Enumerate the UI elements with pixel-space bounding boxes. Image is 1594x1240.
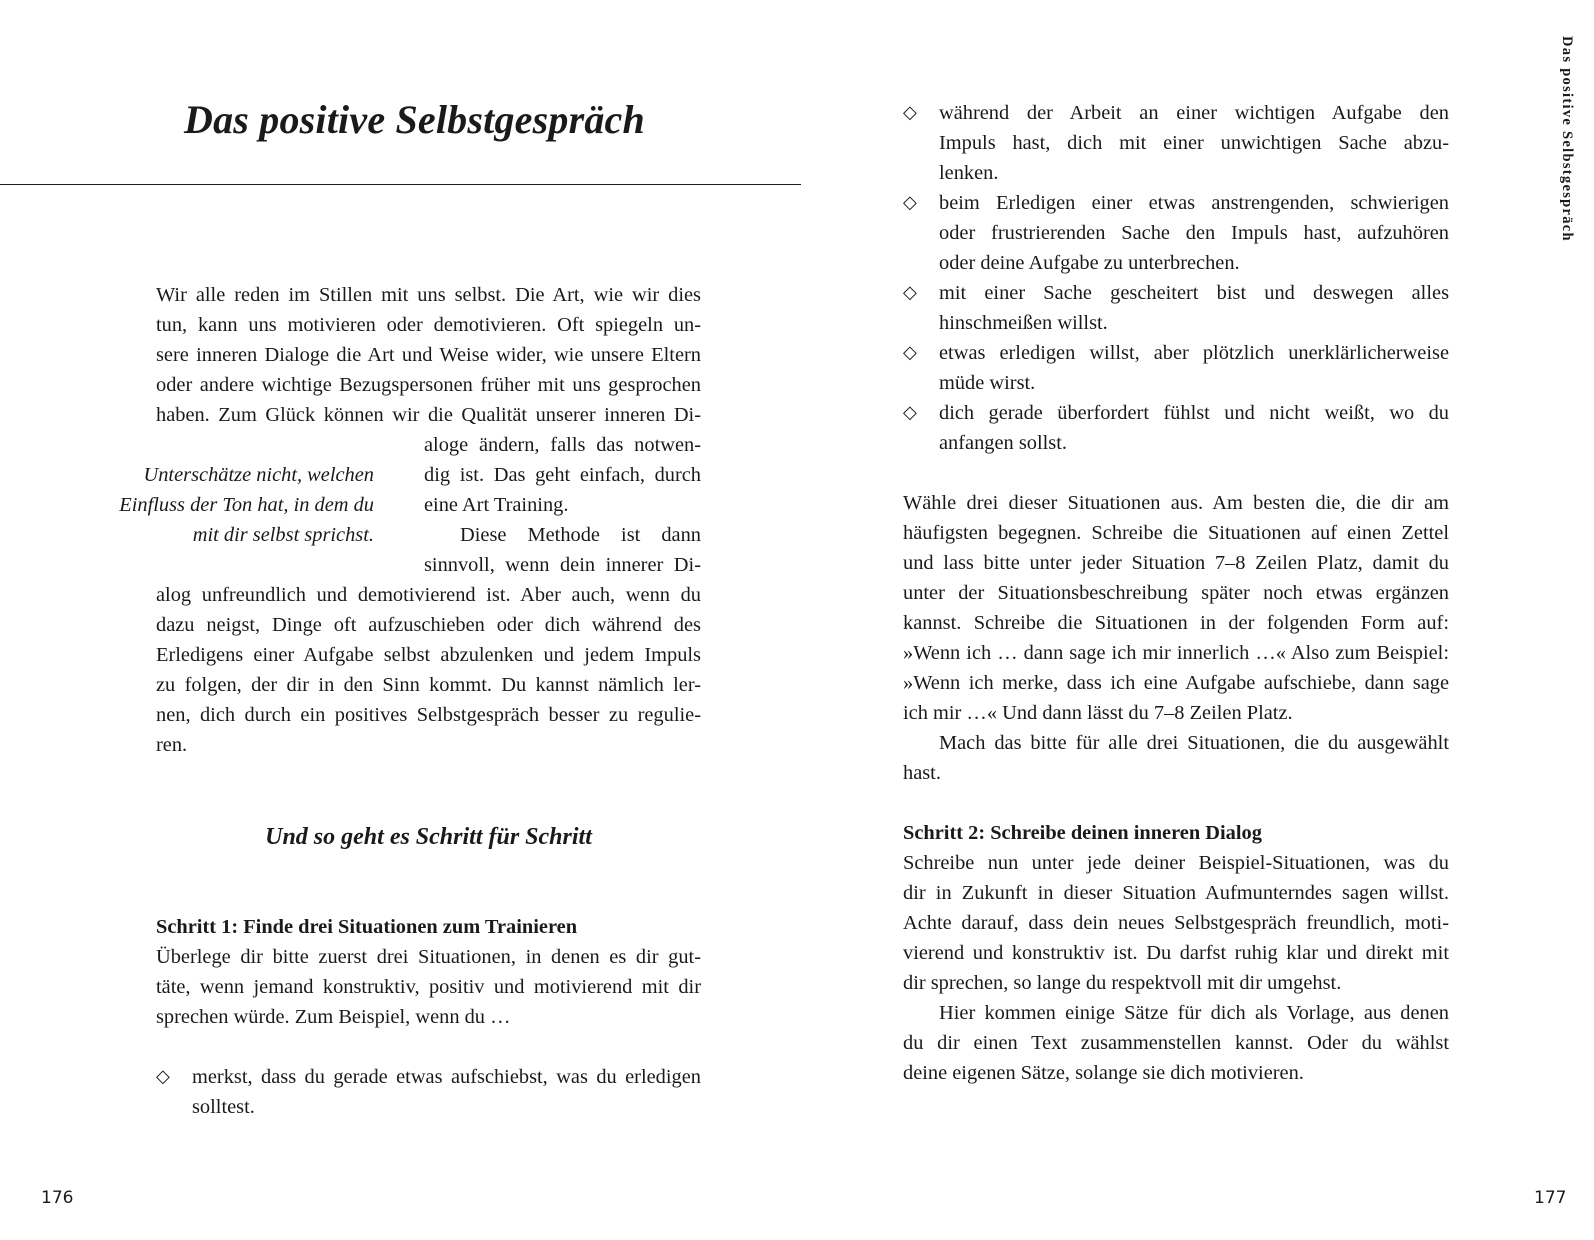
- choose-situations-paragraph: [903, 488, 1449, 728]
- text-line: merkst, dass du gerade etwas aufschiebst, was du erledigen: [192, 1066, 701, 1088]
- text-line: »Wenn ich … dann sage ich mir innerlich …« Also zum Beispiel:: [903, 642, 1449, 664]
- chapter-title: Das positive Selbstgespräch: [184, 97, 645, 142]
- text-line: sprechen würde. Zum Beispiel, wenn du …: [156, 1006, 511, 1028]
- text-line: Erledigens einer Aufgabe selbst abzulenken und jedem Impuls: [156, 644, 701, 666]
- text-line: dir sprechen, so lange du respektvoll mit dir umgehst.: [903, 972, 1342, 994]
- text-line: Mach das bitte für alle drei Situationen, die du ausgewählt: [939, 732, 1449, 754]
- diamond-bullet-icon: ◇: [903, 342, 917, 363]
- text-line: müde wirst.: [939, 372, 1036, 394]
- text-line: Diese Methode ist dann: [460, 524, 701, 546]
- text-line: du dir einen Text zusammenstellen kannst. Oder du wählst: [903, 1032, 1449, 1054]
- text-line: häufigsten begegnen. Schreibe die Situationen auf einen Zettel: [903, 522, 1449, 544]
- text-line: haben. Zum Glück können wir die Qualität unserer inneren Di-: [156, 404, 701, 426]
- text-line: vierend und konstruktiv ist. Du darfst ruhig klar und direkt mit: [903, 942, 1449, 964]
- text-line: sinnvoll, wenn dein innerer Di-: [424, 554, 701, 576]
- marginal-quote: [100, 460, 374, 550]
- diamond-bullet-icon: ◇: [903, 402, 917, 423]
- quote-line: mit dir selbst sprichst.: [192, 524, 374, 546]
- diamond-bullet-icon: ◇: [903, 192, 917, 213]
- text-line: dich gerade überfordert fühlst und nicht weißt, wo du: [939, 402, 1449, 424]
- text-line: tun, kann uns motivieren oder demotivieren. Oft spiegeln un-: [156, 314, 701, 336]
- text-line: unter der Situationsbeschreibung später noch etwas ergänzen: [903, 582, 1449, 604]
- text-line: lenken.: [939, 162, 999, 184]
- text-line: Wähle drei dieser Situationen aus. Am besten die, die dir am: [903, 492, 1449, 514]
- text-line: »Wenn ich merke, dass ich eine Aufgabe aufschiebe, dann sage: [903, 672, 1449, 694]
- text-line: und lass bitte unter jeder Situation 7–8 Zeilen Platz, damit du: [903, 552, 1449, 574]
- list-item: [156, 1062, 701, 1122]
- text-line: oder deine Aufgabe zu unterbrechen.: [939, 252, 1240, 274]
- text-line: Impuls hast, dich mit einer unwichtigen Sache abzu-: [939, 132, 1449, 154]
- all-situations-paragraph: [903, 728, 1449, 788]
- step1-section: [156, 912, 701, 1122]
- page-number-left: 176: [41, 1188, 74, 1208]
- text-line: aloge ändern, falls das notwen-: [424, 434, 701, 456]
- quote-line: Einfluss der Ton hat, in dem du: [119, 494, 374, 516]
- spacer: [903, 458, 1449, 488]
- text-line: hast.: [903, 762, 941, 784]
- text-line: Achte darauf, dass dein neues Selbstgespräch freundlich, moti-: [903, 912, 1449, 934]
- list-item: [903, 398, 1449, 458]
- text-line: sere inneren Dialoge die Art und Weise wider, wie unsere Eltern: [156, 344, 701, 366]
- text-line: oder frustrierenden Sache den Impuls hast, aufzuhören: [939, 222, 1449, 244]
- quote-line: Unterschätze nicht, welchen: [143, 464, 374, 486]
- text-line: hinschmeißen willst.: [939, 312, 1108, 334]
- wrap-around-quote: [424, 430, 701, 580]
- text-line: dir in Zukunft in dieser Situation Aufmunterndes sagen willst.: [903, 882, 1449, 904]
- text-line: Wir alle reden im Stillen mit uns selbst. Die Art, wie wir dies: [156, 284, 701, 306]
- spacer: [903, 788, 1449, 818]
- text-line: anfangen sollst.: [939, 432, 1067, 454]
- text-line: beim Erledigen einer etwas anstrengenden, schwierigen: [939, 192, 1449, 214]
- text-line: zu folgen, der dir in den Sinn kommt. Du kannst nämlich ler-: [156, 674, 701, 696]
- situation-bullet-list: [903, 98, 1449, 458]
- list-item: [903, 188, 1449, 278]
- diamond-bullet-icon: ◇: [156, 1066, 170, 1087]
- text-line: dazu neigst, Dinge oft aufzuschieben oder dich während des: [156, 614, 701, 636]
- text-line: solltest.: [192, 1096, 255, 1118]
- title-rule: [0, 184, 801, 185]
- text-line: eine Art Training.: [424, 494, 569, 516]
- section-subheading: Und so geht es Schritt für Schritt: [265, 824, 592, 850]
- text-line: ren.: [156, 734, 188, 756]
- template-sentences-paragraph: [903, 998, 1449, 1088]
- step1-paragraph: [156, 942, 701, 1032]
- text-line: Überlege dir bitte zuerst drei Situationen, in denen es dir gut-: [156, 946, 701, 968]
- text-line: Schreibe nun unter jede deiner Beispiel-Situationen, was du: [903, 852, 1449, 874]
- text-line: deine eigenen Sätze, solange sie dich motivieren.: [903, 1062, 1304, 1084]
- text-line: alog unfreundlich und demotivierend ist. Aber auch, wenn du: [156, 584, 701, 606]
- text-line: kannst. Schreibe die Situationen in der folgenden Form auf:: [903, 612, 1449, 634]
- list-item: [903, 338, 1449, 398]
- text-line: dig ist. Das geht einfach, durch: [424, 464, 701, 486]
- text-line: während der Arbeit an einer wichtigen Aufgabe den: [939, 102, 1449, 124]
- running-head: Das positive Selbstgespräch: [1559, 36, 1575, 242]
- diamond-bullet-icon: ◇: [903, 102, 917, 123]
- text-line: oder andere wichtige Bezugspersonen früher mit uns gesprochen: [156, 374, 701, 396]
- text-line: ich mir …« Und dann lässt du 7–8 Zeilen Platz.: [903, 702, 1293, 724]
- right-column: [903, 98, 1449, 1088]
- text-line: täte, wenn jemand konstruktiv, positiv und motivierend mit dir: [156, 976, 701, 998]
- list-item: [903, 98, 1449, 188]
- step1-heading: Schritt 1: Finde drei Situationen zum Trainieren: [156, 916, 578, 938]
- step2-paragraph: [903, 848, 1449, 998]
- text-line: nen, dich durch ein positives Selbstgespräch besser zu regulie-: [156, 704, 701, 726]
- step2-heading: Schritt 2: Schreibe deinen inneren Dialog: [903, 822, 1262, 844]
- step1-bullet-list: [156, 1062, 701, 1122]
- text-line: etwas erledigen willst, aber plötzlich unerklärlicherweise: [939, 342, 1449, 364]
- list-item: [903, 278, 1449, 338]
- diamond-bullet-icon: ◇: [903, 282, 917, 303]
- page-number-right: 177: [1534, 1188, 1567, 1208]
- text-line: mit einer Sache gescheitert bist und deswegen alles: [939, 282, 1449, 304]
- text-line: Hier kommen einige Sätze für dich als Vorlage, aus denen: [939, 1002, 1449, 1024]
